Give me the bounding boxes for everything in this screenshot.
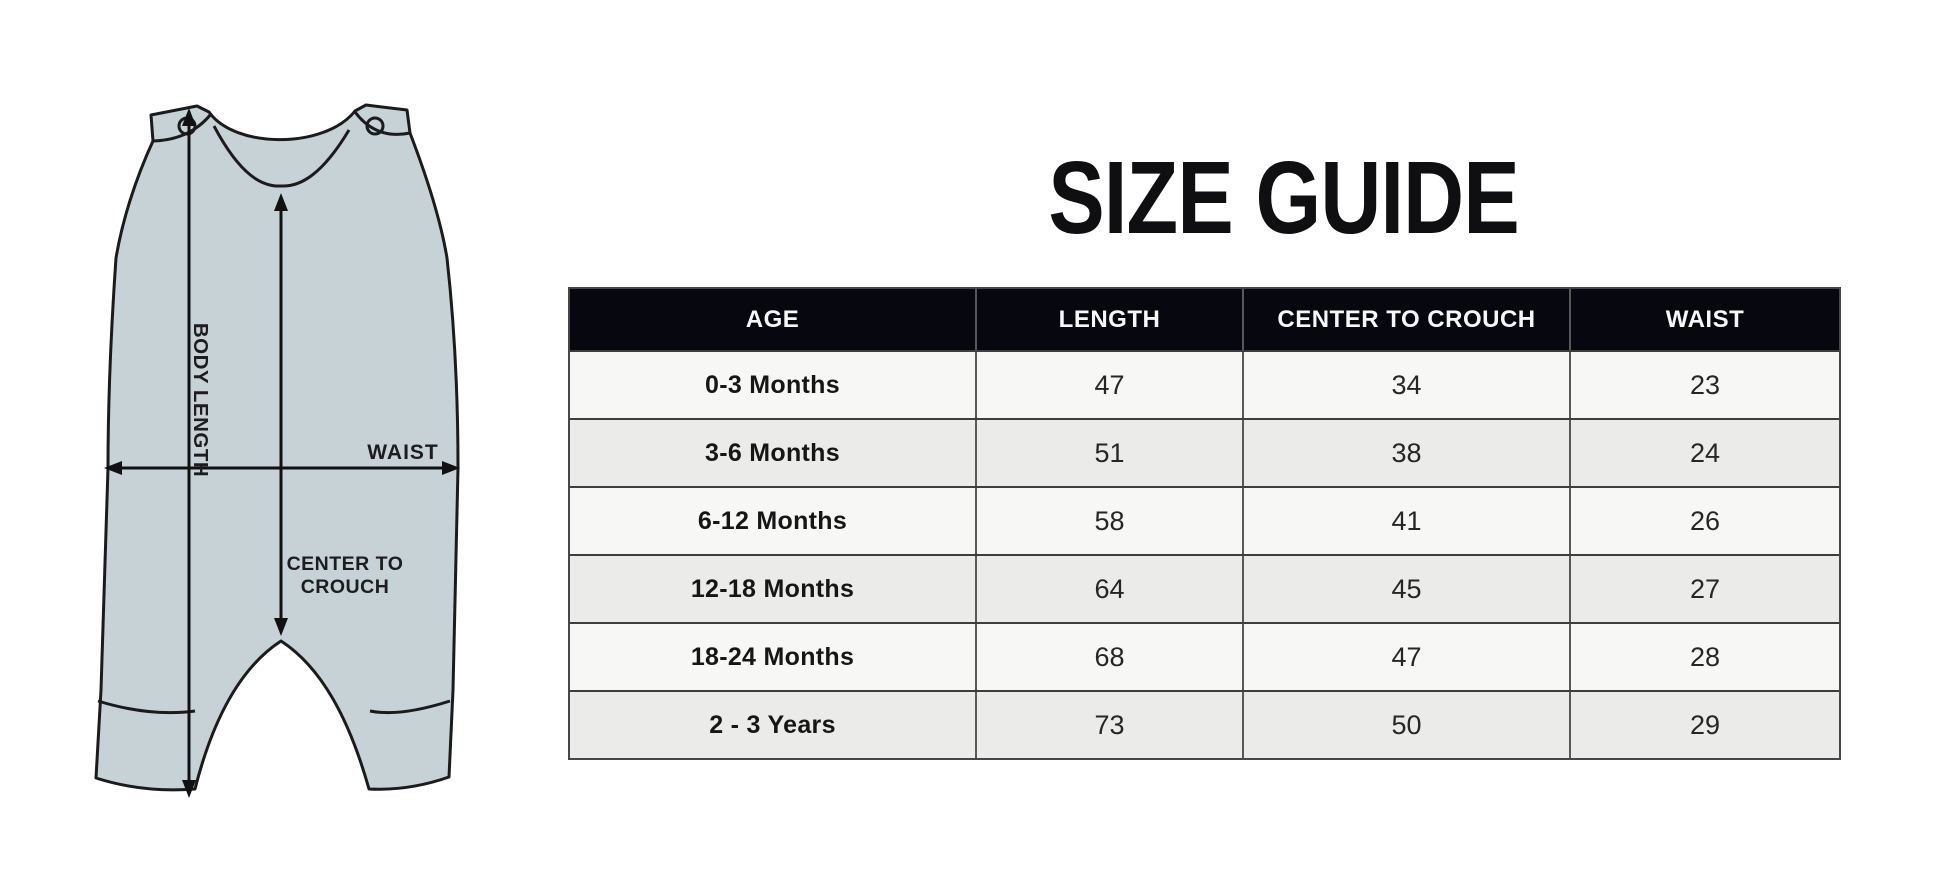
body-length-label: BODY LENGTH — [189, 322, 212, 478]
table-row — [570, 350, 1839, 418]
page-title: SIZE GUIDE — [1048, 140, 1519, 255]
table-row — [570, 418, 1839, 486]
table-row — [570, 486, 1839, 554]
length-cell: 51 — [975, 420, 1242, 486]
col-header-length: LENGTH — [975, 289, 1242, 350]
length-cell: 58 — [975, 488, 1242, 554]
center-to-crouch-label-line1: CENTER TO — [286, 553, 404, 575]
size-table — [568, 287, 1841, 760]
col-header-center-to-crouch: CENTER TO CROUCH — [1242, 289, 1569, 350]
waist-cell: 26 — [1569, 488, 1839, 554]
table-row — [570, 622, 1839, 690]
table-row — [570, 554, 1839, 622]
center-to-crouch-cell: 47 — [1242, 624, 1569, 690]
center-to-crouch-cell: 38 — [1242, 420, 1569, 486]
waist-cell: 24 — [1569, 420, 1839, 486]
table-row — [570, 690, 1839, 758]
waist-label: WAIST — [367, 441, 439, 464]
waist-cell: 28 — [1569, 624, 1839, 690]
waist-cell: 27 — [1569, 556, 1839, 622]
table-header-row — [570, 289, 1839, 350]
col-header-age: AGE — [745, 305, 800, 333]
romper-diagram — [0, 0, 520, 875]
age-cell: 0-3 Months — [705, 370, 840, 399]
age-cell: 6-12 Months — [697, 506, 848, 535]
center-to-crouch-cell: 45 — [1242, 556, 1569, 622]
center-to-crouch-cell: 41 — [1242, 488, 1569, 554]
age-cell: 3-6 Months — [705, 438, 840, 467]
length-cell: 68 — [975, 624, 1242, 690]
center-to-crouch-label-line2: CROUCH — [300, 576, 390, 598]
age-cell: 2 - 3 Years — [709, 710, 836, 739]
center-to-crouch-cell: 50 — [1242, 692, 1569, 758]
center-to-crouch-cell: 34 — [1242, 352, 1569, 418]
length-cell: 64 — [975, 556, 1242, 622]
length-cell: 73 — [975, 692, 1242, 758]
col-header-waist: WAIST — [1569, 289, 1839, 350]
waist-cell: 23 — [1569, 352, 1839, 418]
waist-cell: 29 — [1569, 692, 1839, 758]
age-cell: 12-18 Months — [690, 574, 855, 603]
age-cell: 18-24 Months — [690, 642, 855, 671]
length-cell: 47 — [975, 352, 1242, 418]
